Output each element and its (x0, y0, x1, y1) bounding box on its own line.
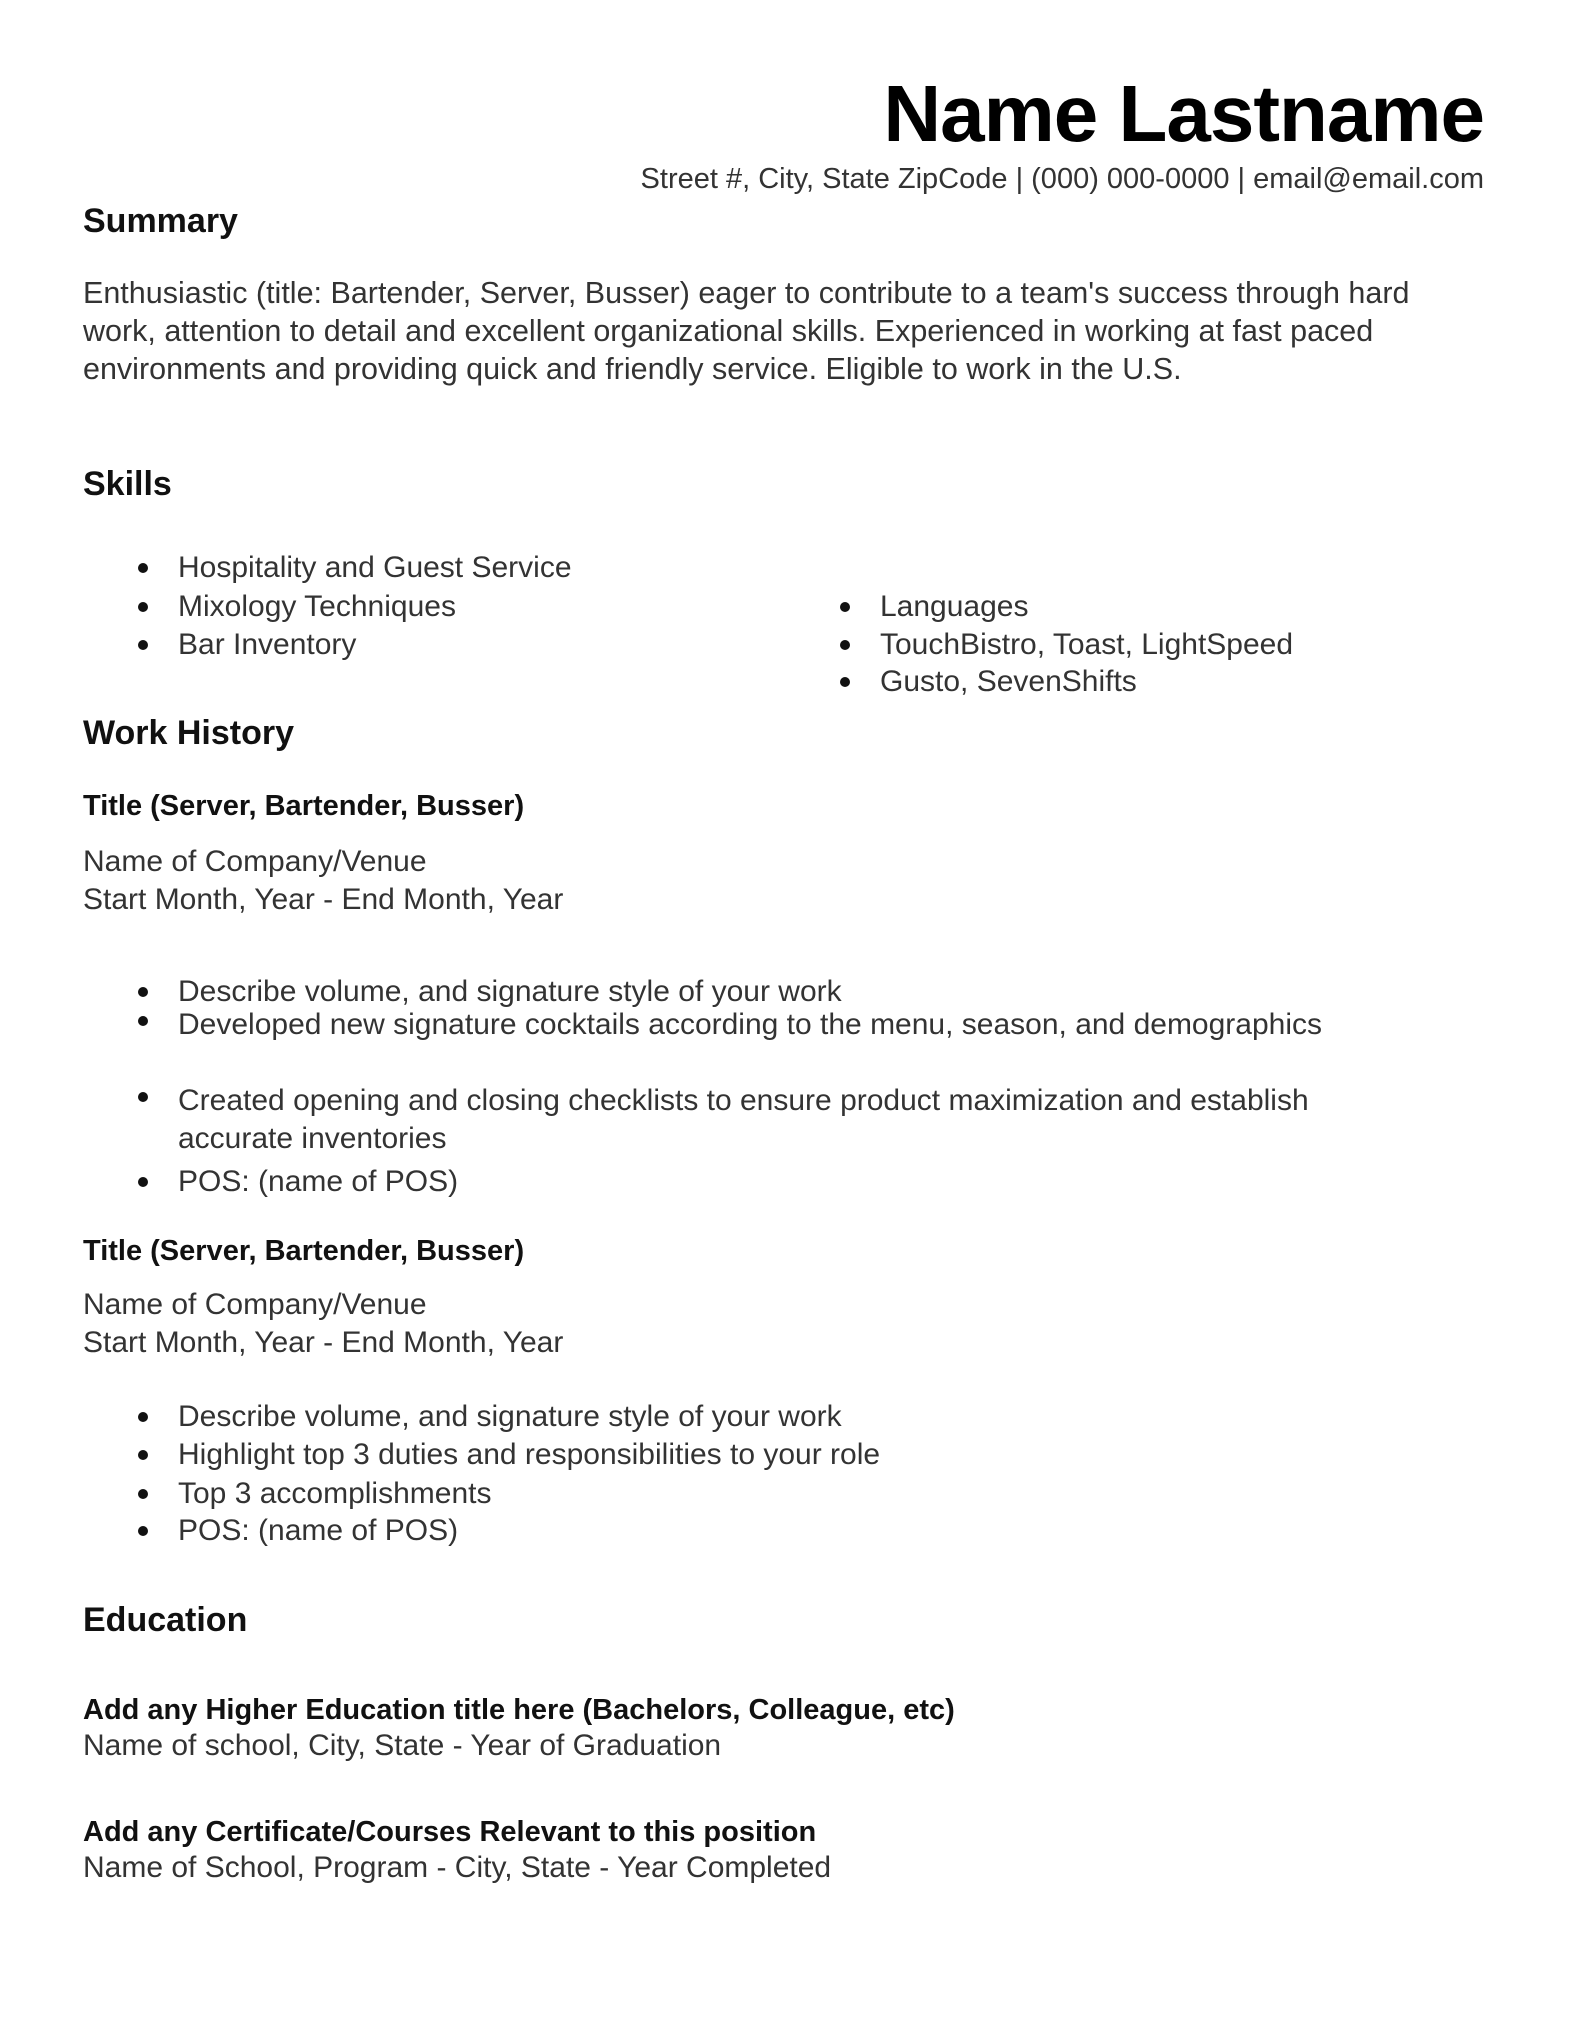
skill-item: Gusto, SevenShifts (880, 665, 1137, 698)
job-bullet: Describe volume, and signature style of your work (178, 1400, 842, 1433)
job-company: Name of Company/Venue (83, 845, 427, 878)
contact-line: Street #, City, State ZipCode | (000) 000-0000 | email@email.com (640, 163, 1484, 195)
job-title: Title (Server, Bartender, Busser) (83, 1235, 525, 1267)
certificate-detail: Name of School, Program - City, State - Year Completed (83, 1851, 832, 1884)
job-bullet: Created opening and closing checklists to ensure product maximization and establish accurate inventories (178, 1082, 1398, 1158)
skill-item: Languages (880, 590, 1029, 623)
summary-heading: Summary (83, 202, 238, 240)
certificate-title: Add any Certificate/Courses Relevant to this position (83, 1816, 817, 1848)
skill-item: Hospitality and Guest Service (178, 551, 572, 584)
job-dates: Start Month, Year - End Month, Year (83, 1326, 564, 1359)
job-company: Name of Company/Venue (83, 1288, 427, 1321)
job-dates: Start Month, Year - End Month, Year (83, 883, 564, 916)
job-bullet: Highlight top 3 duties and responsibilities to your role (178, 1438, 881, 1471)
job-bullet: POS: (name of POS) (178, 1514, 459, 1547)
education-detail: Name of school, City, State - Year of Graduation (83, 1729, 722, 1762)
job-bullet: Top 3 accomplishments (178, 1477, 492, 1510)
summary-text: Enthusiastic (title: Bartender, Server, Busser) eager to contribute to a team's success through hard work, attention to detail and excellent organizational skills. Experienced in working at fast paced environments and providing quick and friendly service. Eligible to work in the U.S. (83, 276, 1410, 386)
skill-item: TouchBistro, Toast, LightSpeed (880, 628, 1294, 661)
job-bullet: POS: (name of POS) (178, 1165, 459, 1198)
skill-item: Bar Inventory (178, 628, 357, 661)
education-heading: Education (83, 1601, 248, 1639)
skills-heading: Skills (83, 465, 172, 503)
education-title: Add any Higher Education title here (Bachelors, Colleague, etc) (83, 1694, 955, 1726)
skill-item: Mixology Techniques (178, 590, 456, 623)
job-title: Title (Server, Bartender, Busser) (83, 790, 525, 822)
job-bullet: Describe volume, and signature style of your work (178, 975, 842, 1008)
work-history-heading: Work History (83, 714, 294, 752)
resume-name: Name Lastname (883, 69, 1484, 158)
job-bullet: Developed new signature cocktails according to the menu, season, and demographics (178, 1006, 1358, 1044)
